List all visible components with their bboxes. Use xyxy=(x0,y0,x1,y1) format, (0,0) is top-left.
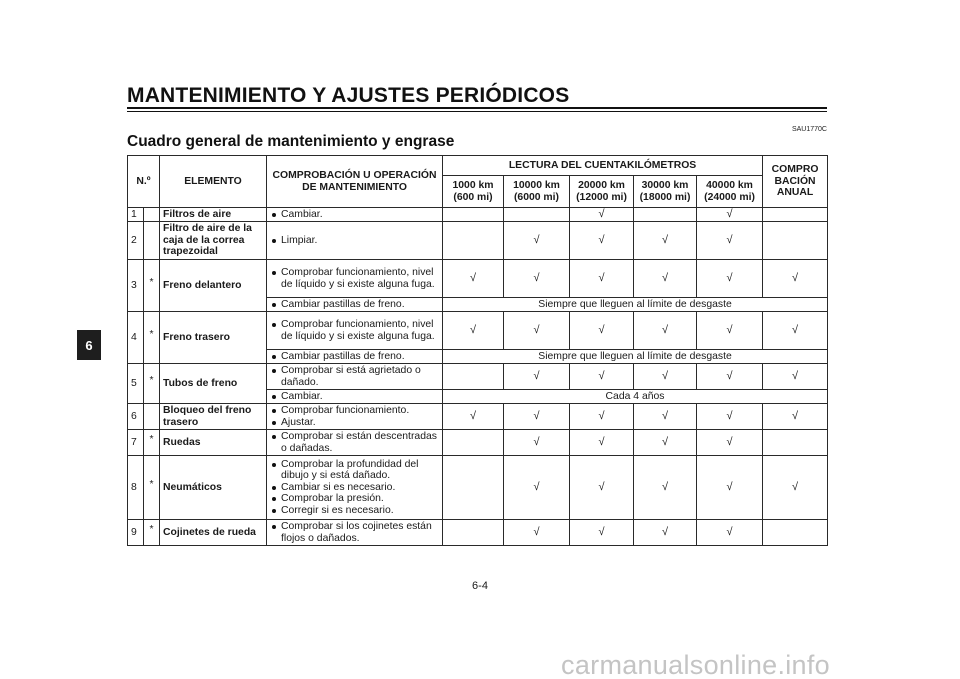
row-number: 7 xyxy=(128,430,144,456)
check-mark-icon: √ xyxy=(792,369,799,382)
check-cell xyxy=(504,520,570,546)
bullet-icon xyxy=(272,369,276,373)
check-cell xyxy=(570,456,634,520)
check-mark-icon: √ xyxy=(598,369,605,382)
check-mark-icon: √ xyxy=(598,233,605,246)
table-row xyxy=(128,312,828,350)
row-note: Cada 4 años xyxy=(443,390,828,404)
row-star: * xyxy=(149,374,154,386)
bullet-icon xyxy=(272,355,276,359)
check-cell xyxy=(697,364,763,390)
bullet-icon xyxy=(272,435,276,439)
check-cell xyxy=(443,520,504,546)
check-mark-icon: √ xyxy=(598,525,605,538)
bullet-icon xyxy=(272,463,276,467)
header-mi-value: (18000 mi) xyxy=(639,191,691,203)
table-row xyxy=(128,456,828,520)
bullet-icon xyxy=(272,271,276,275)
header-annual xyxy=(763,156,828,208)
page-number: 6-4 xyxy=(472,580,488,592)
check-mark-icon: √ xyxy=(661,369,669,382)
check-mark-icon: √ xyxy=(726,409,733,422)
title-rule-thin xyxy=(127,111,827,112)
check-cell xyxy=(763,430,828,456)
check-cell xyxy=(634,404,697,430)
check-cell xyxy=(570,404,634,430)
header-operation: COMPROBACIÓN U OPERACIÓN DE MANTENIMIENTO xyxy=(267,156,443,208)
row-element: Ruedas xyxy=(160,430,267,456)
check-cell xyxy=(634,260,697,298)
check-cell xyxy=(504,364,570,390)
check-mark-icon: √ xyxy=(598,409,605,422)
check-mark-icon: √ xyxy=(661,233,669,246)
check-mark-icon: √ xyxy=(726,435,733,448)
check-cell xyxy=(504,456,570,520)
watermark: carmanualsonline.info xyxy=(561,650,830,679)
row-star-cell xyxy=(144,404,160,430)
check-cell xyxy=(443,260,504,298)
bullet-icon xyxy=(272,497,276,501)
check-cell xyxy=(763,404,828,430)
check-cell xyxy=(443,222,504,260)
row-star-cell xyxy=(144,208,160,222)
check-cell xyxy=(634,312,697,350)
document-code: SAU1770C xyxy=(791,126,827,133)
check-cell xyxy=(763,222,828,260)
row-operation xyxy=(267,390,443,404)
check-mark-icon: √ xyxy=(726,323,733,336)
bullet-icon xyxy=(272,303,276,307)
header-element: ELEMENTO xyxy=(160,156,267,208)
operation-text: Comprobar funcionamiento, nivel de líquido y si existe alguna fuga. xyxy=(281,266,435,290)
row-number: 8 xyxy=(128,456,144,520)
check-cell xyxy=(697,208,763,222)
operation-item xyxy=(270,267,439,290)
bullet-icon xyxy=(272,395,276,399)
header-km-value: 10000 km xyxy=(513,179,560,191)
table-row xyxy=(128,260,828,298)
check-cell xyxy=(570,364,634,390)
check-mark-icon: √ xyxy=(661,480,669,493)
check-cell xyxy=(443,456,504,520)
header-km-value: 20000 km xyxy=(578,179,625,191)
header-mi-value: (600 mi) xyxy=(453,191,493,203)
check-cell xyxy=(504,430,570,456)
operation-text: Cambiar. xyxy=(281,208,323,220)
header-mi-value: (12000 mi) xyxy=(576,191,627,203)
operation-text: Comprobar si está agrietado o dañado. xyxy=(281,364,421,388)
check-mark-icon: √ xyxy=(792,409,799,422)
table-row xyxy=(128,364,828,390)
check-cell xyxy=(697,456,763,520)
header-km-3 xyxy=(634,176,697,208)
table-row xyxy=(128,520,828,546)
page-title: MANTENIMIENTO Y AJUSTES PERIÓDICOS xyxy=(127,84,570,107)
operation-item xyxy=(270,505,439,517)
check-mark-icon: √ xyxy=(533,409,540,422)
row-star-cell xyxy=(144,260,160,312)
check-mark-icon: √ xyxy=(792,271,799,284)
operation-text: Cambiar pastillas de freno. xyxy=(281,350,405,362)
check-cell xyxy=(697,520,763,546)
header-mi-value: (6000 mi) xyxy=(513,191,560,203)
check-cell xyxy=(634,364,697,390)
check-cell xyxy=(763,312,828,350)
row-operation xyxy=(267,260,443,298)
row-element: Freno trasero xyxy=(160,312,267,364)
check-mark-icon: √ xyxy=(533,435,540,448)
check-mark-icon: √ xyxy=(533,525,540,538)
operation-item xyxy=(270,235,439,247)
bullet-icon xyxy=(272,409,276,413)
check-cell xyxy=(570,260,634,298)
check-mark-icon: √ xyxy=(533,369,540,382)
operation-text: Ajustar. xyxy=(281,416,316,428)
check-cell xyxy=(504,404,570,430)
operation-item xyxy=(270,391,439,403)
check-mark-icon: √ xyxy=(726,271,733,284)
header-km-value: 40000 km xyxy=(706,179,753,191)
check-cell xyxy=(570,222,634,260)
row-element: Cojinetes de rueda xyxy=(160,520,267,546)
check-cell xyxy=(697,312,763,350)
row-number: 6 xyxy=(128,404,144,430)
check-mark-icon: √ xyxy=(469,323,477,336)
check-cell xyxy=(443,364,504,390)
row-star-cell xyxy=(144,312,160,364)
check-cell xyxy=(763,364,828,390)
check-cell xyxy=(763,520,828,546)
check-mark-icon: √ xyxy=(726,369,733,382)
operation-item xyxy=(270,209,439,221)
row-element: Bloqueo del freno trasero xyxy=(160,404,267,430)
operation-item xyxy=(270,521,439,544)
maintenance-table-body xyxy=(128,208,828,546)
table-row xyxy=(128,430,828,456)
check-mark-icon: √ xyxy=(598,207,605,220)
row-operation xyxy=(267,298,443,312)
operation-text: Comprobar la presión. xyxy=(281,493,384,505)
check-mark-icon: √ xyxy=(661,323,669,336)
check-cell xyxy=(763,208,828,222)
row-number: 9 xyxy=(128,520,144,546)
operation-item xyxy=(270,459,439,482)
row-element: Filtros de aire xyxy=(160,208,267,222)
row-operation xyxy=(267,404,443,430)
row-element: Filtro de aire de la caja de la correa trapezoidal xyxy=(160,222,267,260)
check-cell xyxy=(697,430,763,456)
row-number: 2 xyxy=(128,222,144,260)
row-operation xyxy=(267,208,443,222)
bullet-icon xyxy=(272,486,276,490)
operation-item xyxy=(270,319,439,342)
check-mark-icon: √ xyxy=(598,271,605,284)
row-star-cell xyxy=(144,456,160,520)
bullet-icon xyxy=(272,239,276,243)
check-cell xyxy=(570,520,634,546)
check-mark-icon: √ xyxy=(661,525,669,538)
operation-item xyxy=(270,351,439,363)
row-operation xyxy=(267,222,443,260)
check-mark-icon: √ xyxy=(533,271,540,284)
check-mark-icon: √ xyxy=(533,233,540,246)
header-km-2 xyxy=(570,176,634,208)
title-rule-thick xyxy=(127,107,827,109)
row-element: Neumáticos xyxy=(160,456,267,520)
operation-text: Comprobar la profundidad del dibujo y si está dañado. xyxy=(281,458,419,482)
check-cell xyxy=(570,312,634,350)
row-note: Siempre que lleguen al límite de desgaste xyxy=(443,298,828,312)
bullet-icon xyxy=(272,421,276,425)
row-note: Siempre que lleguen al límite de desgaste xyxy=(443,350,828,364)
row-operation xyxy=(267,520,443,546)
row-number: 4 xyxy=(128,312,144,364)
check-mark-icon: √ xyxy=(726,233,733,246)
row-number: 1 xyxy=(128,208,144,222)
row-operation xyxy=(267,312,443,350)
check-mark-icon: √ xyxy=(598,323,605,336)
check-cell xyxy=(634,520,697,546)
bullet-icon xyxy=(272,509,276,513)
check-cell xyxy=(634,222,697,260)
header-annual-label: COMPRO BACIÓN ANUAL xyxy=(771,164,819,199)
header-km-0 xyxy=(443,176,504,208)
check-mark-icon: √ xyxy=(792,480,799,493)
row-operation xyxy=(267,430,443,456)
check-mark-icon: √ xyxy=(469,409,477,422)
operation-text: Comprobar si los cojinetes están flojos o dañados. xyxy=(281,520,432,544)
check-cell xyxy=(443,208,504,222)
check-cell xyxy=(443,430,504,456)
section-title: Cuadro general de mantenimiento y engrase xyxy=(127,133,455,150)
bullet-icon xyxy=(272,525,276,529)
operation-item xyxy=(270,365,439,388)
header-mi-value: (24000 mi) xyxy=(704,191,755,203)
row-star-cell xyxy=(144,222,160,260)
operation-item xyxy=(270,431,439,454)
operation-item xyxy=(270,405,439,417)
operation-text: Cambiar. xyxy=(281,390,323,402)
table-row xyxy=(128,404,828,430)
check-mark-icon: √ xyxy=(661,435,669,448)
check-cell xyxy=(570,208,634,222)
operation-item xyxy=(270,493,439,505)
operation-text: Cambiar si es necesario. xyxy=(281,481,396,493)
operation-item xyxy=(270,417,439,429)
check-cell xyxy=(634,430,697,456)
row-star: * xyxy=(149,328,154,340)
check-mark-icon: √ xyxy=(726,207,733,220)
row-number: 3 xyxy=(128,260,144,312)
check-mark-icon: √ xyxy=(598,435,605,448)
operation-text: Comprobar funcionamiento, nivel de líquido y si existe alguna fuga. xyxy=(281,318,435,342)
check-cell xyxy=(504,260,570,298)
row-star-cell xyxy=(144,520,160,546)
row-element: Freno delantero xyxy=(160,260,267,312)
bullet-icon xyxy=(272,213,276,217)
operation-item xyxy=(270,299,439,311)
row-operation xyxy=(267,456,443,520)
check-cell xyxy=(570,430,634,456)
check-cell xyxy=(504,208,570,222)
check-mark-icon: √ xyxy=(661,271,669,284)
chapter-tab: 6 xyxy=(77,330,101,360)
operation-text: Corregir si es necesario. xyxy=(281,504,394,516)
check-mark-icon: √ xyxy=(533,480,540,493)
check-cell xyxy=(697,222,763,260)
row-number: 5 xyxy=(128,364,144,404)
row-star: * xyxy=(149,478,154,490)
check-mark-icon: √ xyxy=(726,525,733,538)
row-star-cell xyxy=(144,364,160,404)
check-mark-icon: √ xyxy=(469,271,477,284)
header-km-value: 1000 km xyxy=(452,179,494,191)
operation-item xyxy=(270,482,439,494)
check-mark-icon: √ xyxy=(598,480,605,493)
maintenance-table xyxy=(127,155,828,546)
check-cell xyxy=(504,312,570,350)
check-mark-icon: √ xyxy=(726,480,733,493)
row-operation xyxy=(267,350,443,364)
operation-text: Limpiar. xyxy=(281,234,318,246)
row-element: Tubos de freno xyxy=(160,364,267,404)
operation-text: Comprobar si están descentradas o dañadas. xyxy=(281,430,437,454)
header-odometer: LECTURA DEL CUENTAKILÓMETROS xyxy=(443,156,763,176)
check-cell xyxy=(504,222,570,260)
table-row xyxy=(128,222,828,260)
check-cell xyxy=(443,404,504,430)
header-km-1 xyxy=(504,176,570,208)
check-cell xyxy=(443,312,504,350)
check-cell xyxy=(763,260,828,298)
header-num: N.º xyxy=(128,156,160,208)
header-km-value: 30000 km xyxy=(641,179,689,191)
check-cell xyxy=(763,456,828,520)
check-mark-icon: √ xyxy=(533,323,540,336)
row-star: * xyxy=(149,433,154,445)
check-mark-icon: √ xyxy=(661,409,669,422)
row-operation xyxy=(267,364,443,390)
row-star-cell xyxy=(144,430,160,456)
row-star: * xyxy=(149,523,154,535)
check-cell xyxy=(697,404,763,430)
check-cell xyxy=(634,208,697,222)
row-star: * xyxy=(149,276,154,288)
operation-text: Cambiar pastillas de freno. xyxy=(281,298,405,310)
bullet-icon xyxy=(272,323,276,327)
header-km-4 xyxy=(697,176,763,208)
check-cell xyxy=(697,260,763,298)
check-mark-icon: √ xyxy=(792,323,799,336)
operation-text: Comprobar funcionamiento. xyxy=(281,404,410,416)
check-cell xyxy=(634,456,697,520)
table-row xyxy=(128,208,828,222)
